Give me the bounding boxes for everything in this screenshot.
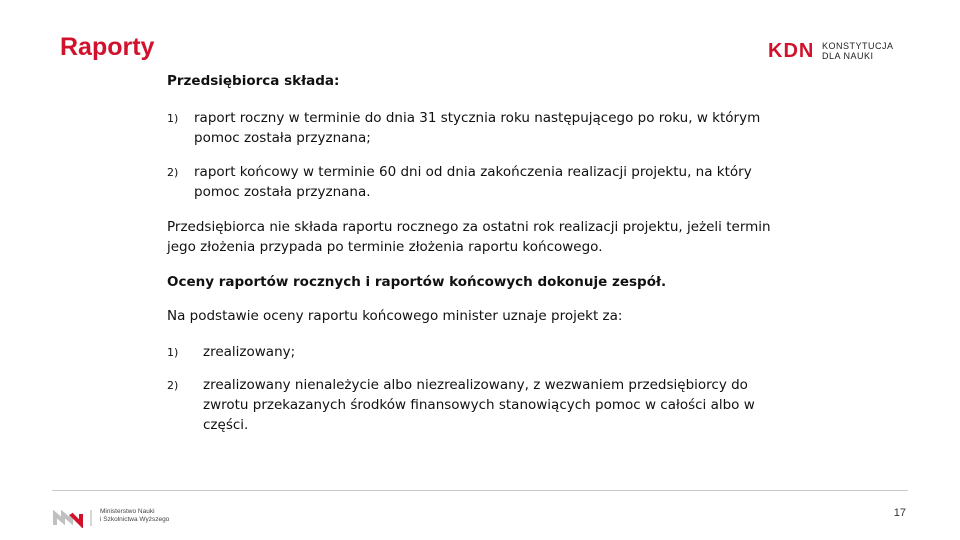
kdn-logo-text: [822, 41, 894, 61]
report-item-2-number: 2): [167, 166, 179, 179]
report-item-1-number: 1): [167, 112, 179, 125]
outcome-item-2-number: 2): [167, 379, 179, 392]
outcome-item-1-text: zrealizowany;: [203, 344, 296, 360]
outcome-item-2-text: zrealizowany nienależycie albo niezrealizowany, z wezwaniem przedsiębiorcy do zwrotu przekazanych środków finansowych stanowiących pomoc w całości albo w części.: [203, 377, 755, 433]
intro-heading: Przedsiębiorca składa:: [167, 73, 340, 89]
outcome-item-1-number: 1): [167, 346, 179, 359]
kdn-logo-mark: KDN: [768, 40, 815, 62]
report-item-2-bold: raport końcowy: [194, 164, 299, 180]
report-item-2-text: [194, 162, 784, 202]
footer-divider: [52, 490, 908, 491]
report-item-1-bold: raport roczny: [194, 110, 285, 126]
ministry-logo-line1: Ministerstwo Nauki: [100, 508, 155, 515]
slide-title: Raporty: [60, 33, 155, 61]
kdn-logo-line1: KONSTYTUCJA: [822, 41, 894, 51]
ministry-logo-icon: [53, 508, 93, 528]
kdn-logo-line2: DLA NAUKI: [822, 51, 874, 61]
report-item-2-rest: w terminie 60 dni od dnia zakończenia realizacji projektu, na który pomoc została przyznana.: [194, 164, 752, 200]
ministry-logo: [53, 508, 170, 532]
minister-paragraph: Na podstawie oceny raportu końcowego minister uznaje projekt za:: [167, 308, 623, 324]
report-item-1-text: [194, 108, 784, 148]
kdn-logo: [768, 40, 913, 62]
no-annual-report-paragraph: Przedsiębiorca nie składa raportu rocznego za ostatni rok realizacji projektu, jeżeli termin jego złożenia przypada po terminie złożenia raportu końcowego.: [167, 219, 771, 255]
ministry-logo-text: [100, 508, 210, 524]
ministry-logo-line2: i Szkolnictwa Wyższego: [100, 516, 170, 523]
page-number: 17: [893, 507, 906, 519]
evaluation-paragraph: Oceny raportów rocznych i raportów końcowych dokonuje zespół.: [167, 274, 667, 290]
report-item-1-rest: w terminie do dnia 31 stycznia roku następującego po roku, w którym pomoc została przyznana;: [194, 110, 761, 146]
